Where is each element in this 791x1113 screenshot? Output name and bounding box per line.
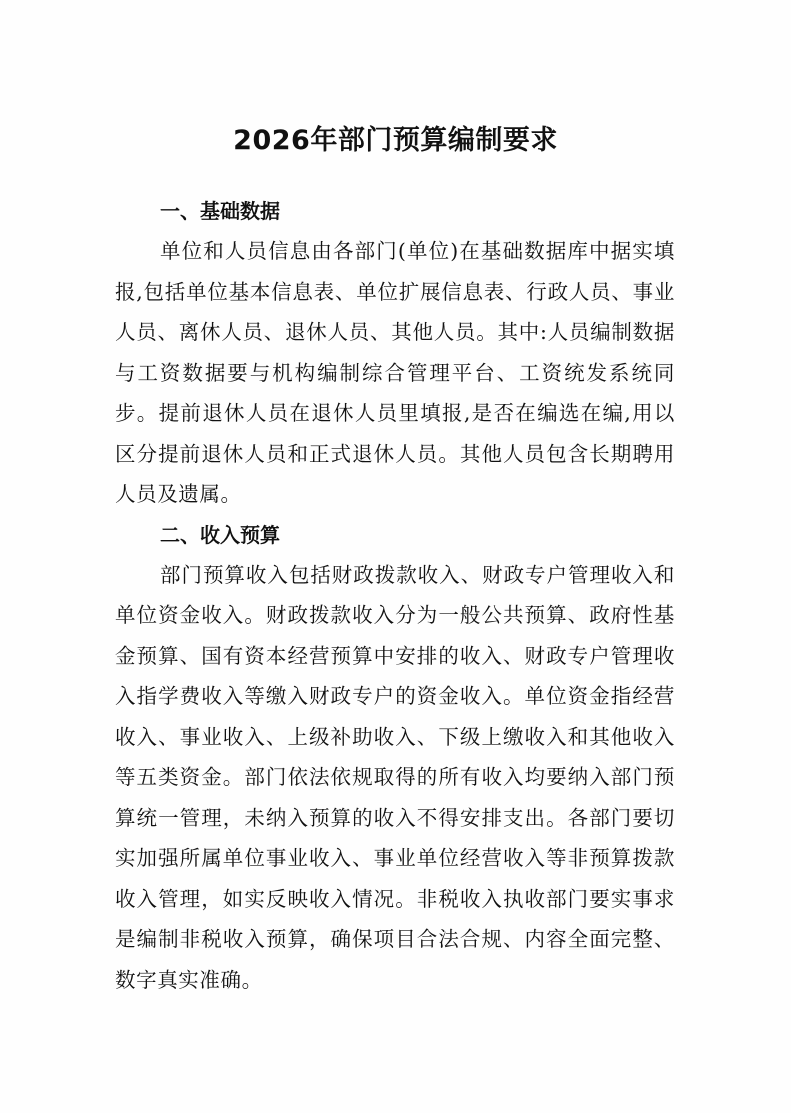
- section-heading-income-budget: 二、收入预算: [160, 522, 280, 547]
- document-body: [115, 191, 675, 1000]
- page-title: 2026年部门预算编制要求: [233, 125, 558, 156]
- section-paragraph-basic-data: 单位和人员信息由各部门(单位)在基础数据库中据实填报,包括单位基本信息表、单位扩展信息表、行政人员、事业人员、离休人员、退休人员、其他人员。其中:人员编制数据与工资数据要与机构编制综合管理平台、工资统发系统同步。提前退休人员在退休人员里填报,是否在编选在编,用以区分提前退休人员和正式退休人员。其他人员包含长期聘用人员及遗属。: [115, 239, 675, 506]
- section-heading-basic-data: 一、基础数据: [160, 199, 280, 223]
- section-paragraph-income-budget: 部门预算收入包括财政拨款收入、财政专户管理收入和单位资金收入。财政拨款收入分为一般公共预算、政府性基金预算、国有资本经营预算中安排的收入、财政专户管理收入指学费收入等缴入财政专户的资金收入。单位资金指经营收入、事业收入、上级补助收入、下级上缴收入和其他收入等五类资金。部门依法依规取得的所有收入均要纳入部门预算统一管理，未纳入预算的收入不得安排支出。各部门要切实加强所属单位事业收入、事业单位经营收入等非预算拨款收入管理，如实反映收入情况。非税收入执收部门要实事求是编制非税收入预算，确保项目合法合规、内容全面完整、数字真实准确。: [115, 562, 675, 992]
